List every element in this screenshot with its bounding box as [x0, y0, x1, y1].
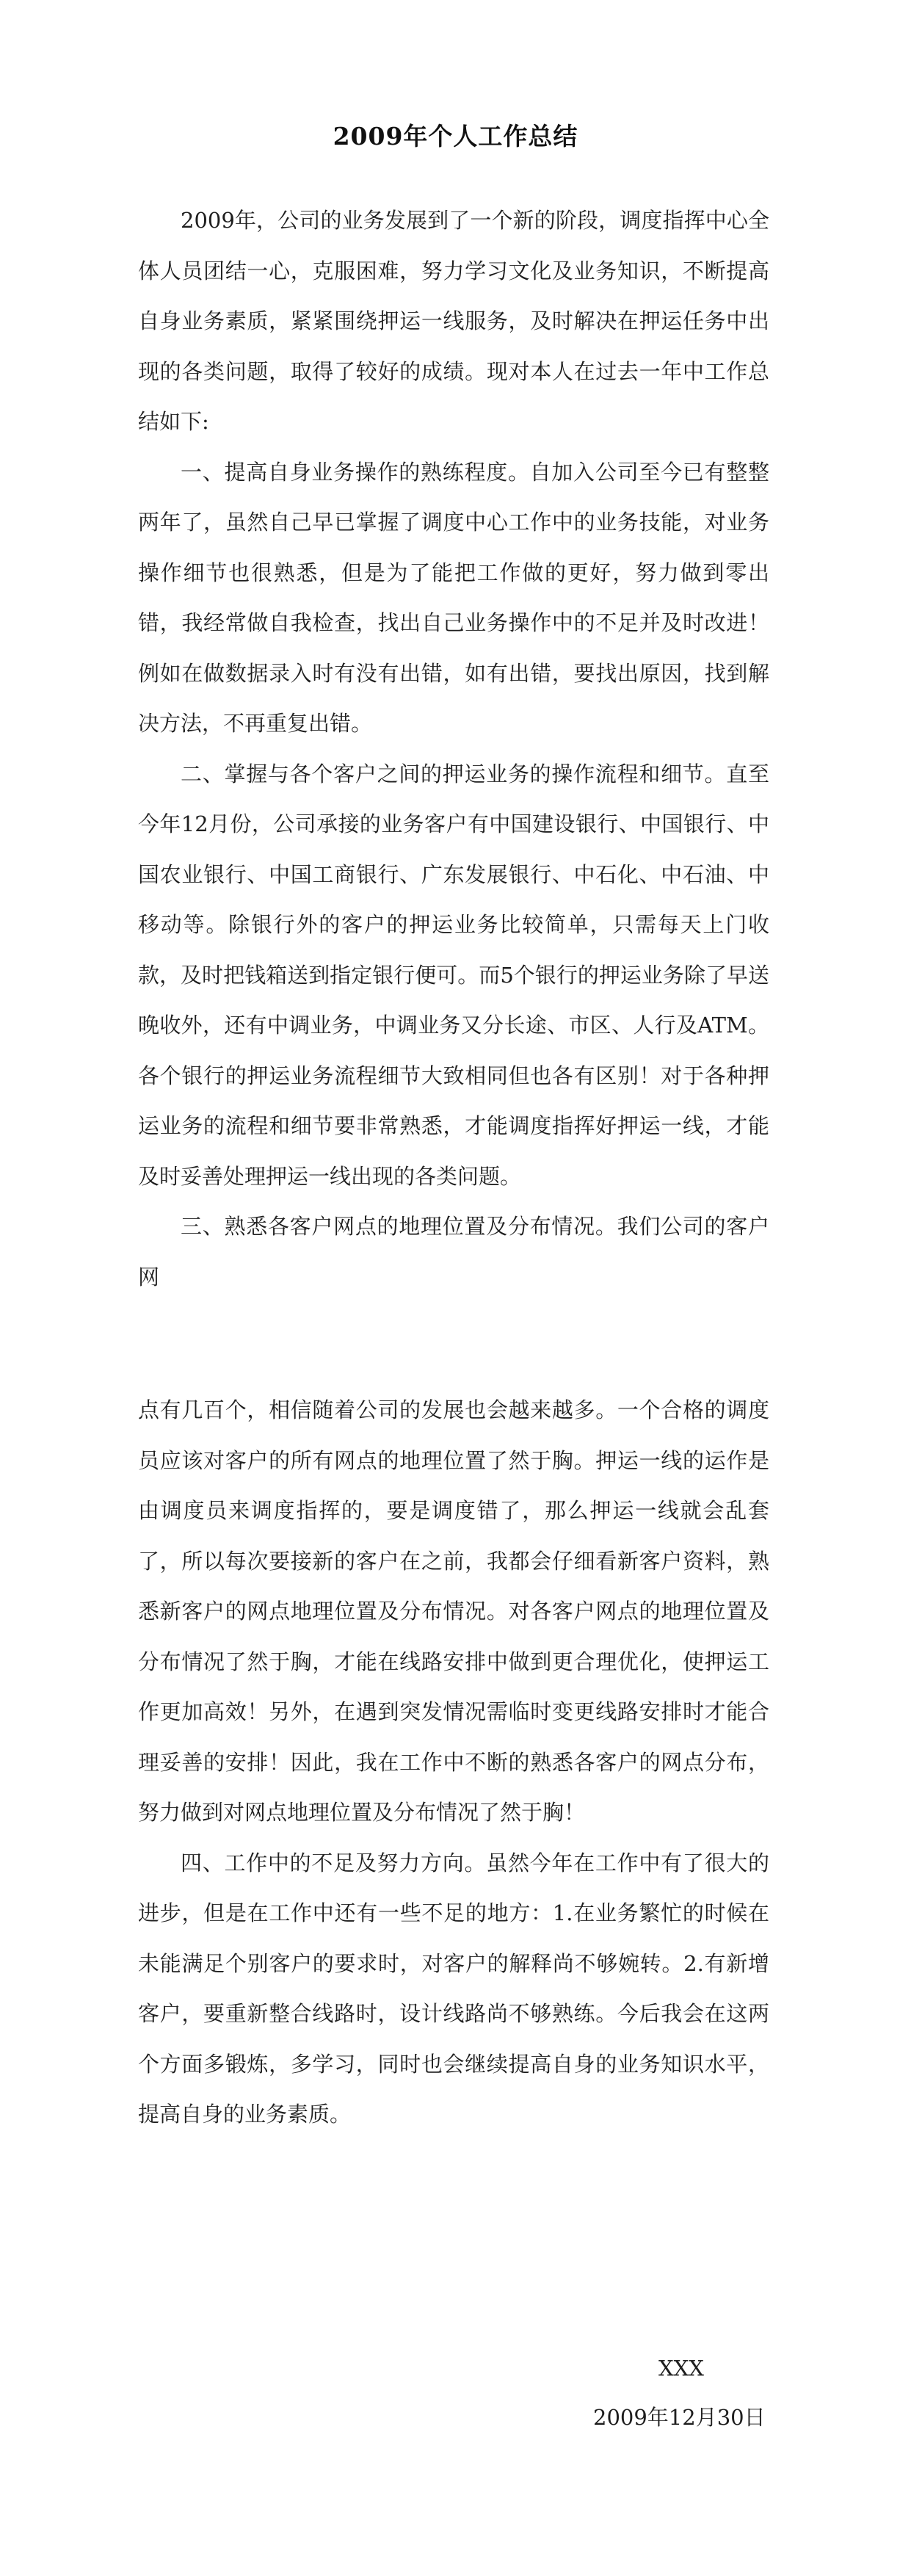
paragraph-intro: 2009年，公司的业务发展到了一个新的阶段，调度指挥中心全体人员团结一心，克服困难，努力学习文化及业务知识，不断提高自身业务素质，紧紧围绕押运一线服务，及时解决在押运任务中出现的各类问题，取得了较好的成绩。现对本人在过去一年中工作总结如下: — [138, 208, 769, 434]
body-section-2 — [138, 1385, 769, 2140]
signature-name: XXX — [658, 2356, 704, 2381]
paragraph-section-two: 二、掌握与各个客户之间的押运业务的操作流程和细节。直至今年12月份，公司承接的业务客户有中国建设银行、中国银行、中国农业银行、中国工商银行、广东发展银行、中石化、中石油、中移动等。除银行外的客户的押运业务比较简单，只需每天上门收款，及时把钱箱送到指定银行便可。而5个银行的押运业务除了早送晚收外，还有中调业务，中调业务又分长途、市区、人行及ATM。各个银行的押运业务流程细节大致相同但也各有区别！对于各种押运业务的流程和细节要非常熟悉，才能调度指挥好押运一线，才能及时妥善处理押运一线出现的各类问题。 — [138, 761, 769, 1189]
paragraph-section-three-start: 三、熟悉各客户网点的地理位置及分布情况。我们公司的客户网 — [138, 1214, 769, 1289]
signature-date: 2009年12月30日 — [593, 2405, 766, 2430]
paragraph-section-three-continued: 点有几百个，相信随着公司的发展也会越来越多。一个合格的调度员应该对客户的所有网点的地理位置了然于胸。押运一线的运作是由调度员来调度指挥的，要是调度错了，那么押运一线就会乱套了，所以每次要接新的客户在之前，我都会仔细看新客户资料，熟悉新客户的网点地理位置及分布情况。对各客户网点的地理位置及分布情况了然于胸，才能在线路安排中做到更合理优化，使押运工作更加高效！另外，在遇到突发情况需临时变更线路安排时才能合理妥善的安排！因此，我在工作中不断的熟悉各客户的网点分布，努力做到对网点地理位置及分布情况了然于胸！ — [138, 1397, 769, 1825]
paragraph-section-one: 一、提高自身业务操作的熟练程度。自加入公司至今已有整整两年了，虽然自己早已掌握了调度中心工作中的业务技能，对业务操作细节也很熟悉，但是为了能把工作做的更好，努力做到零出错，我经常做自我检查，找出自己业务操作中的不足并及时改进！例如在做数据录入时有没有出错，如有出错，要找出原因，找到解决方法，不再重复出错。 — [138, 459, 769, 736]
paragraph-section-four: 四、工作中的不足及努力方向。虽然今年在工作中有了很大的进步，但是在工作中还有一些不足的地方：1.在业务繁忙的时候在未能满足个别客户的要求时，对客户的解释尚不够婉转。2.有新增客户，要重新整合线路时，设计线路尚不够熟练。今后我会在这两个方面多锻炼，多学习，同时也会继续提高自身的业务知识水平，提高自身的业务素质。 — [138, 1850, 769, 2127]
document-title: 2009年个人工作总结 — [333, 122, 578, 151]
body-section-1 — [138, 195, 769, 1302]
